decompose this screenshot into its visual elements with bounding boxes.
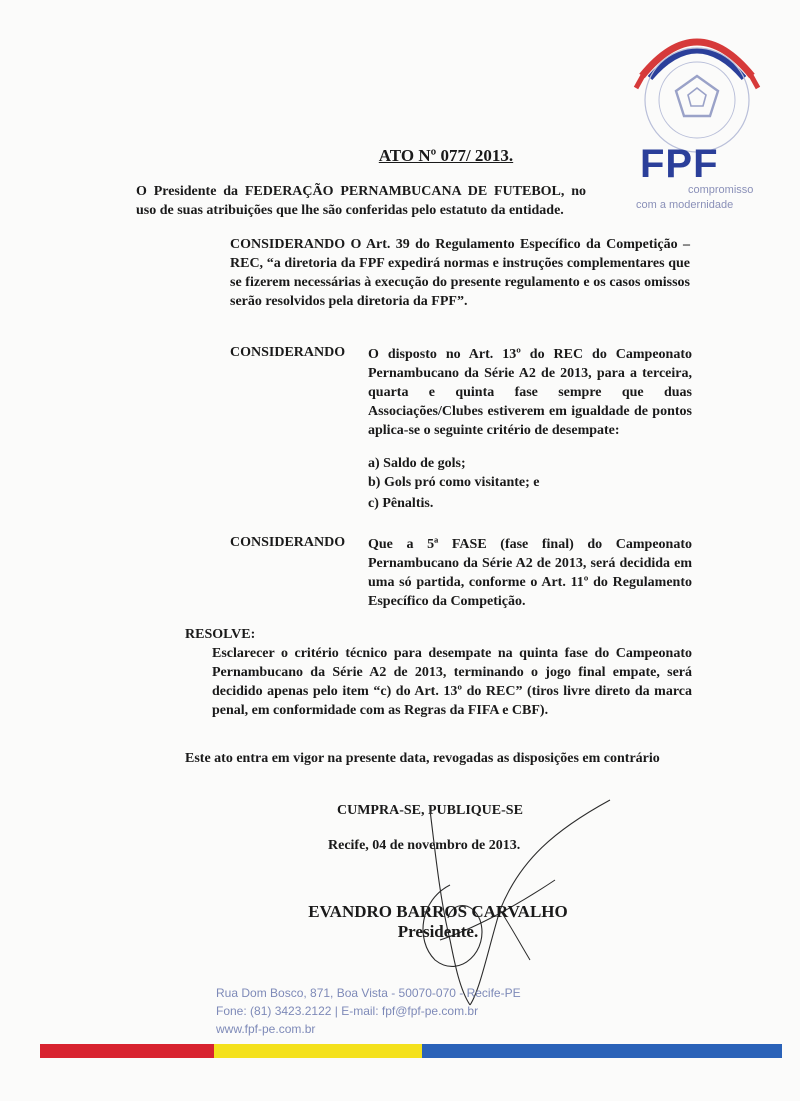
list-item: c) Pênaltis. bbox=[368, 496, 434, 511]
footer-color-stripe bbox=[40, 1044, 782, 1058]
considerando-3: Que a 5ª FASE (fase final) do Campeonato Pernambucano da Série A2 de 2013, será decidida em uma só partida, conforme o Art. 11º do Regulamento Específico da Competição. bbox=[368, 537, 692, 609]
considerando-1: CONSIDERANDO O Art. 39 do Regulamento Específico da Competição – REC, “a diretoria da FPF expedirá normas e instruções complementares que se fizerem necessárias à execução do presente regulamento e os casos omissos serão resolvidos pela diretoria da FPF”. bbox=[230, 237, 690, 309]
place-date: Recife, 04 de novembro de 2013. bbox=[328, 838, 521, 853]
list-item: b) Gols pró como visitante; e bbox=[368, 475, 540, 490]
resolve-paragraph: Esclarecer o critério técnico para desempate na quinta fase do Campeonato Pernambucano da Série A2 de 2013, terminando o jogo final empate, será decidido apenas pelo item “c) do Art. 13º do REC” (tiros livre direto da marca penal, em conformidade com as Regras da FIFA e CBF). bbox=[212, 646, 692, 718]
considerando-2: O disposto no Art. 13º do REC do Campeonato Pernambucano da Série A2 de 2013, para a terceira, quarta e quinta fase sempre que duas Associações/Clubes estiverem em igualdade de pontos aplica-se o seguinte critério de desempate: bbox=[368, 347, 692, 438]
resolve-heading: RESOLVE: bbox=[185, 627, 256, 642]
stripe-red bbox=[40, 1044, 214, 1058]
fpf-logo-text: FPF bbox=[640, 142, 719, 186]
handwritten-signature bbox=[380, 790, 640, 1010]
considerando-2-label: CONSIDERANDO bbox=[230, 345, 346, 360]
document-title: ATO Nº 077/ 2013. bbox=[378, 146, 514, 165]
footer-contact: Fone: (81) 3423.2122 | E-mail: fpf@fpf-pe.com.br bbox=[216, 1004, 479, 1018]
footer-site: www.fpf-pe.com.br bbox=[216, 1022, 316, 1036]
intro-paragraph: O Presidente da FEDERAÇÃO PERNAMBUCANA DE FUTEBOL, no uso de suas atribuições que lhe são conferidas pelo estatuto da entidade. bbox=[136, 184, 586, 218]
list-item: a) Saldo de gols; bbox=[368, 456, 466, 471]
footer-address: Rua Dom Bosco, 871, Boa Vista - 50070-070 - Recife-PE bbox=[216, 986, 521, 1000]
signer-name: EVANDRO BARROS CARVALHO bbox=[308, 902, 568, 921]
stripe-yellow bbox=[214, 1044, 422, 1058]
logo-tagline-1: compromisso bbox=[688, 184, 754, 196]
cumpra-publique: CUMPRA-SE, PUBLIQUE-SE bbox=[337, 803, 523, 818]
closing-paragraph: Este ato entra em vigor na presente data, revogadas as disposições em contrário bbox=[185, 751, 660, 766]
logo-tagline-2: com a modernidade bbox=[636, 199, 734, 211]
signer-role: Presidente. bbox=[397, 922, 479, 941]
considerando-3-label: CONSIDERANDO bbox=[230, 535, 346, 550]
stripe-blue bbox=[422, 1044, 782, 1058]
